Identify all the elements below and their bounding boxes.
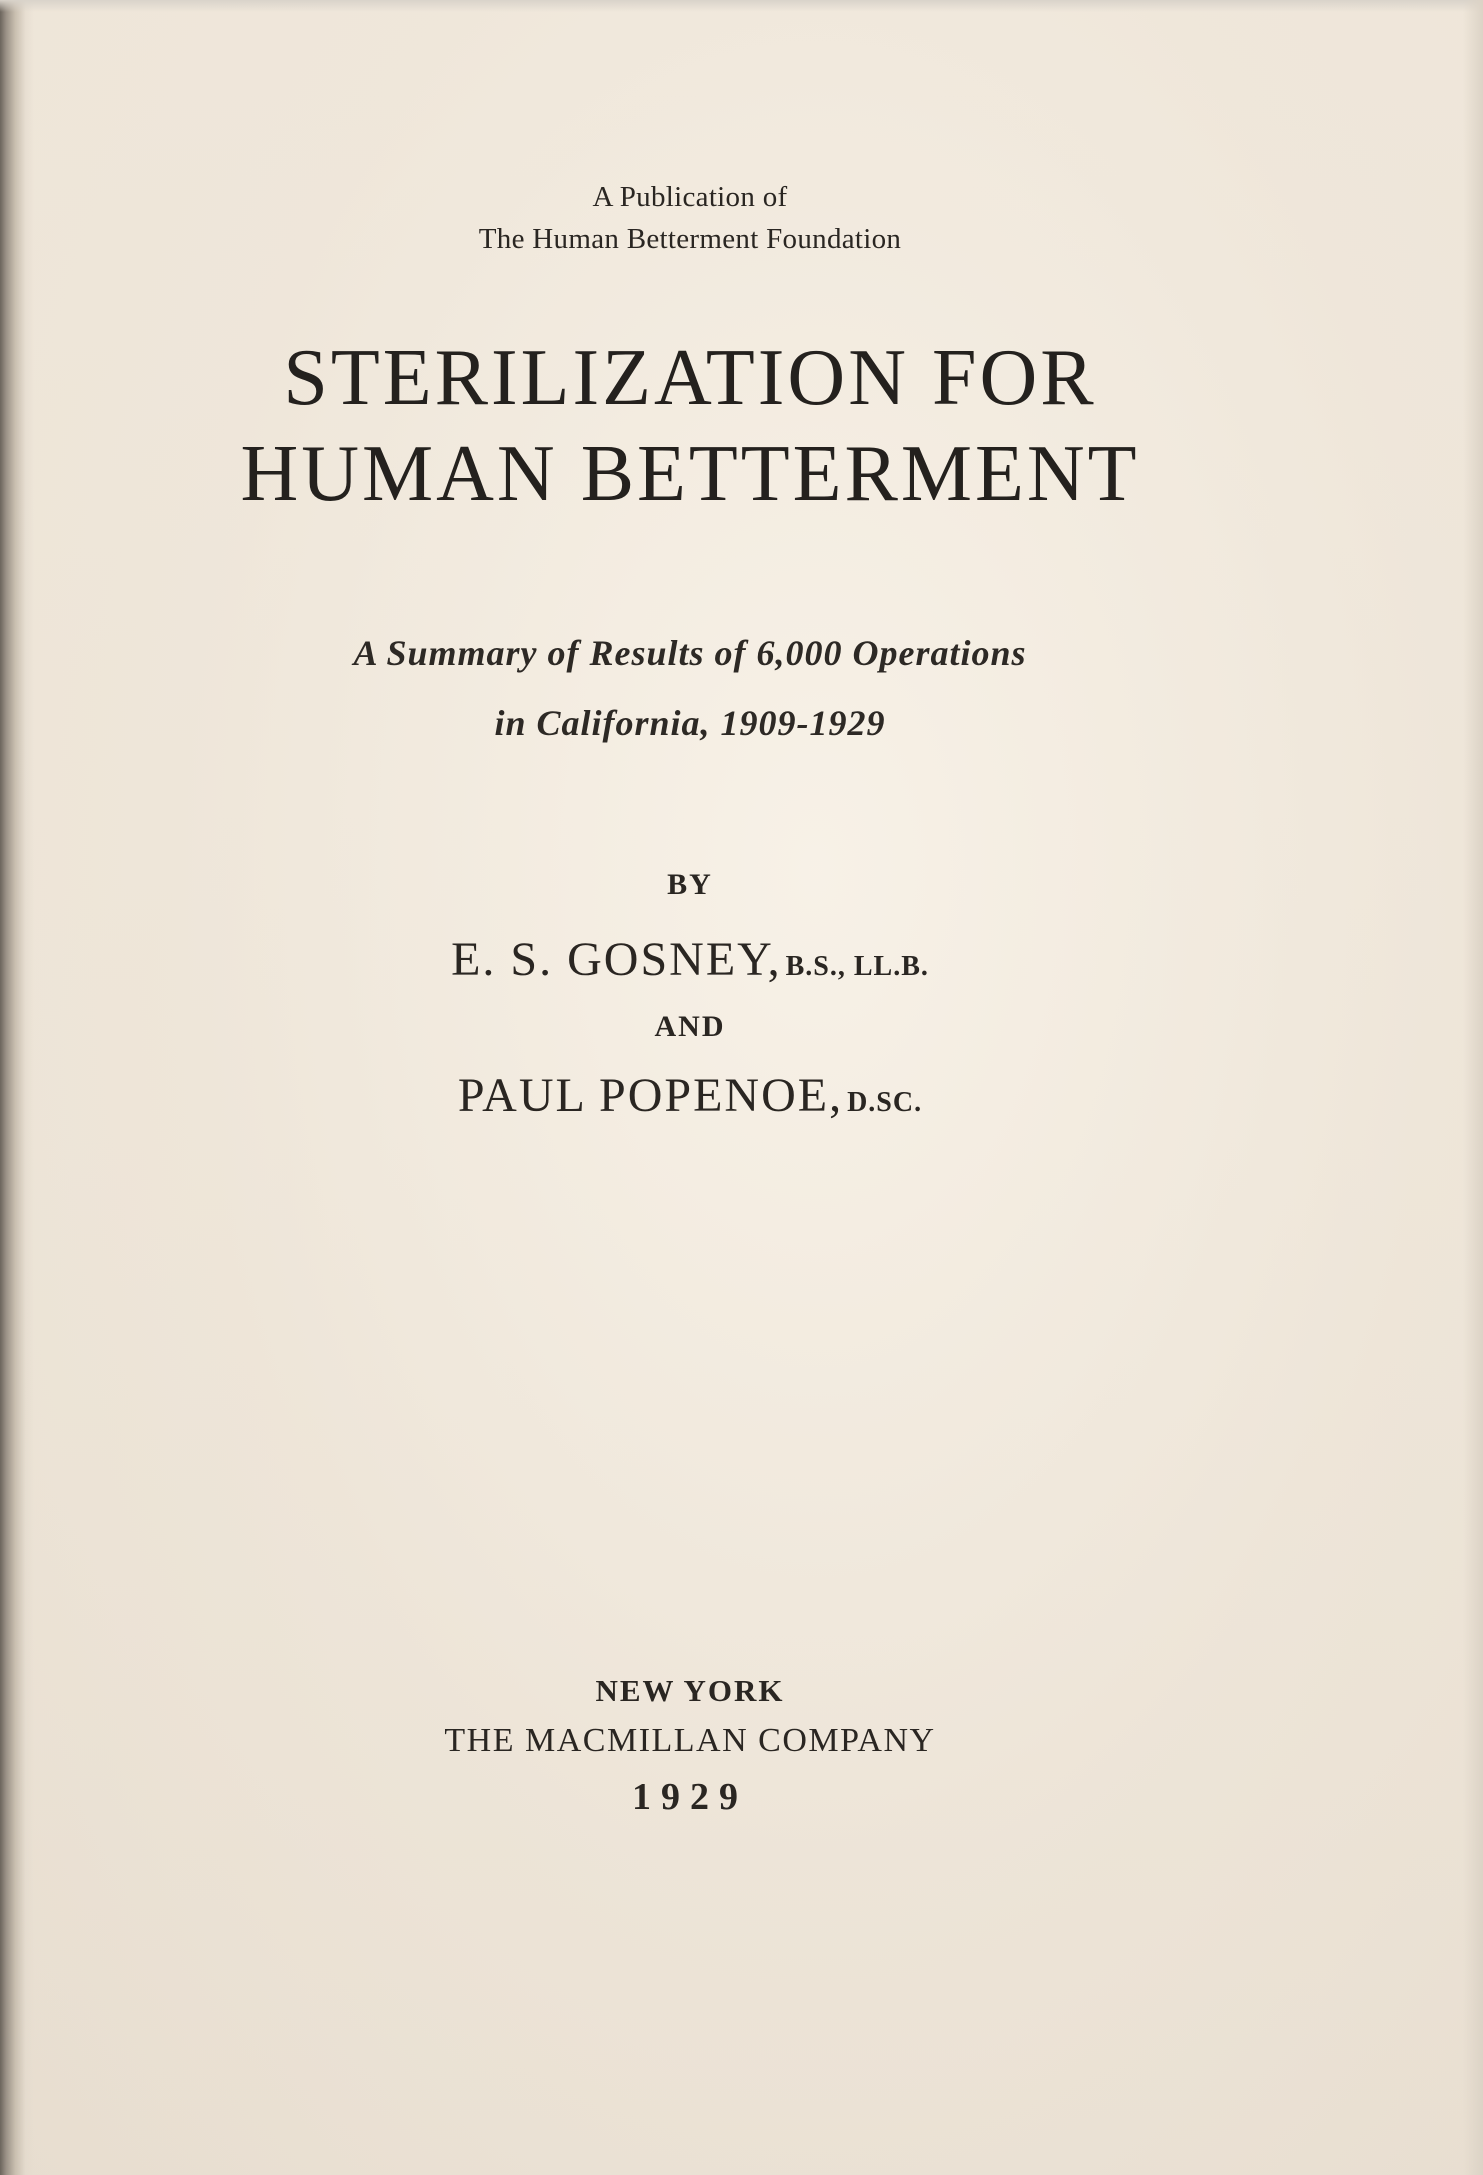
publication-line-1: A Publication of: [592, 181, 788, 213]
by-label: BY: [667, 868, 713, 901]
author-1-name: E. S. GOSNEY,: [451, 933, 782, 986]
imprint-year: 1929: [632, 1776, 748, 1818]
subtitle-line-1: A Summary of Results of 6,000 Operations: [353, 633, 1027, 673]
page-top-edge: [0, 0, 1483, 12]
author-1-degree: B.S., LL.B.: [785, 951, 929, 982]
author-2-name: PAUL POPENOE,: [457, 1069, 844, 1122]
imprint-publisher: THE MACMILLAN COMPANY: [444, 1722, 936, 1759]
publication-line-2: The Human Betterment Foundation: [478, 223, 902, 255]
author-1: [0, 932, 1380, 987]
imprint: [0, 1666, 1380, 1822]
book-title: [0, 330, 1380, 522]
title-line-1: STERILIZATION FOR: [283, 334, 1097, 422]
title-line-2: HUMAN BETTERMENT: [240, 430, 1140, 518]
author-2-degree: D.SC.: [847, 1087, 923, 1118]
and-label: AND: [654, 1010, 726, 1043]
imprint-city: NEW YORK: [595, 1673, 785, 1708]
publication-note: [0, 176, 1380, 260]
book-subtitle: [0, 618, 1380, 758]
subtitle-line-2: in California, 1909-1929: [494, 703, 886, 743]
page-right-edge: [1463, 0, 1483, 2175]
author-2: [0, 1068, 1380, 1123]
